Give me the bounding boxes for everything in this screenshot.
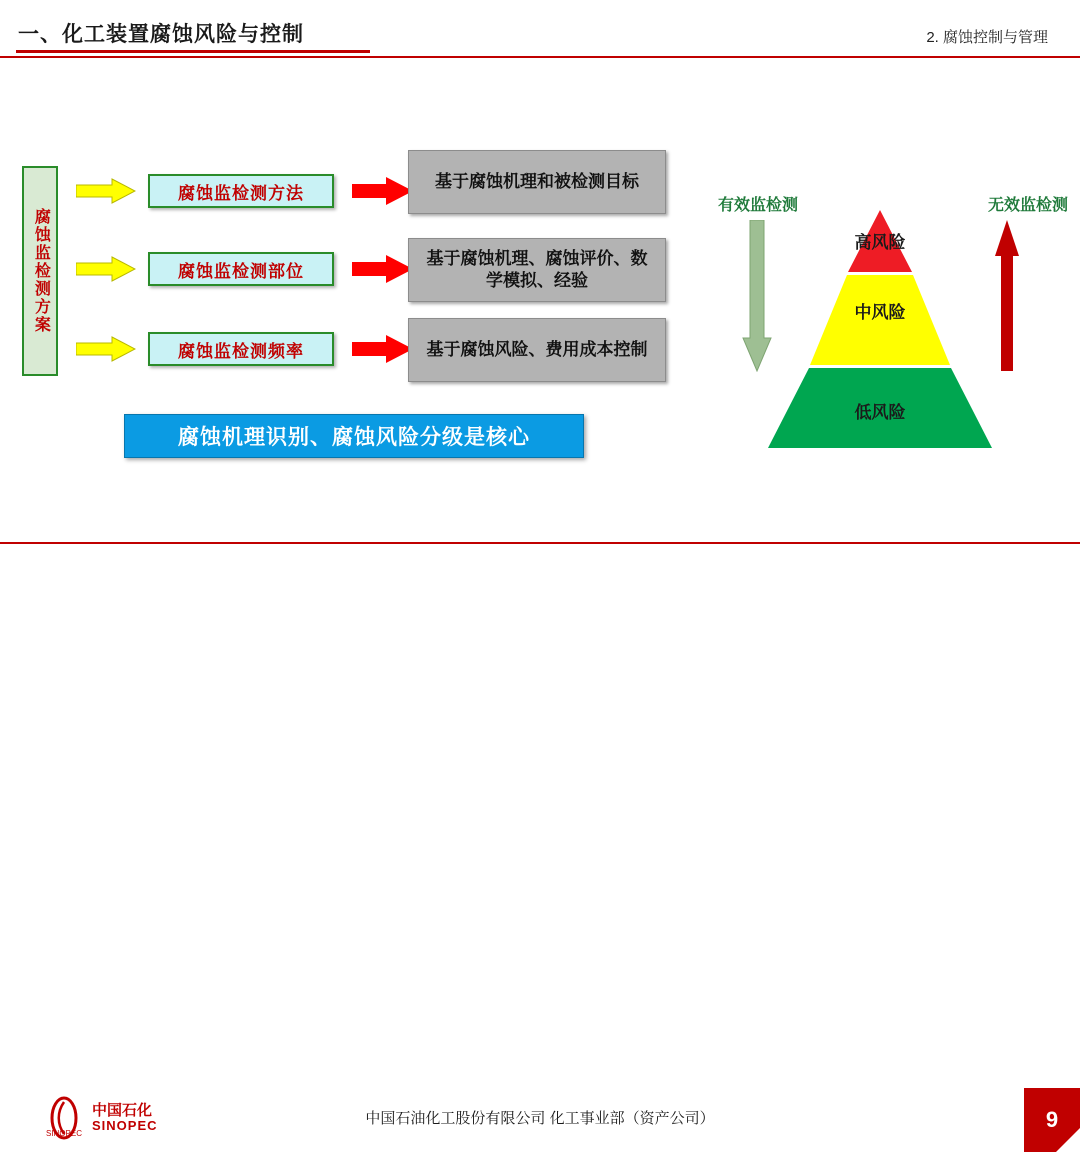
title-underline — [16, 50, 370, 53]
method-box-1: 腐蚀监检测方法 — [148, 174, 334, 208]
pyramid-tier-high — [848, 210, 912, 272]
logo-text-en: SINOPEC — [92, 1118, 158, 1134]
pyramid-tier-low — [768, 368, 992, 448]
green-down-arrow-icon — [742, 220, 772, 372]
red-arrow-icon-1 — [352, 176, 414, 206]
slide-header — [0, 0, 1080, 58]
source-box-label: 腐蚀监检测方案 — [32, 208, 50, 334]
section-subtitle: 2. 腐蚀控制与管理 — [926, 29, 1048, 46]
pyramid-left-label: 有效监检测 — [718, 197, 799, 214]
basis-box-1: 基于腐蚀机理和被检测目标 — [408, 150, 666, 214]
source-box — [22, 166, 58, 376]
pyramid-label-low: 低风险 — [854, 403, 906, 422]
conclusion-banner: 腐蚀机理识别、腐蚀风险分级是核心 — [124, 414, 584, 458]
page-number-badge: 9 — [1024, 1088, 1080, 1152]
page-title: 一、化工装置腐蚀风险与控制 — [18, 23, 304, 46]
basis-box-3: 基于腐蚀风险、费用成本控制 — [408, 318, 666, 382]
svg-text:SINOPEC: SINOPEC — [45, 1129, 83, 1138]
yellow-arrow-icon-1 — [76, 178, 136, 204]
slide-footer — [0, 544, 1080, 1138]
basis-box-2: 基于腐蚀机理、腐蚀评价、数学模拟、经验 — [408, 238, 666, 302]
footer-company-text: 中国石油化工股份有限公司 化工事业部（资产公司） — [365, 1110, 715, 1127]
red-arrow-icon-2 — [352, 254, 414, 284]
method-box-3: 腐蚀监检测频率 — [148, 332, 334, 366]
method-box-2: 腐蚀监检测部位 — [148, 252, 334, 286]
header-divider — [0, 56, 1080, 58]
red-up-arrow-icon — [994, 220, 1020, 372]
red-arrow-icon-3 — [352, 334, 414, 364]
pyramid-label-high: 高风险 — [854, 233, 906, 252]
risk-pyramid — [700, 150, 1069, 450]
pyramid-tier-mid — [810, 275, 950, 365]
yellow-arrow-icon-2 — [76, 256, 136, 282]
pyramid-right-label: 无效监检测 — [988, 197, 1069, 214]
pyramid-label-mid: 中风险 — [854, 303, 906, 322]
logo-text-cn: 中国石化 — [92, 1102, 153, 1120]
yellow-arrow-icon-3 — [76, 336, 136, 362]
